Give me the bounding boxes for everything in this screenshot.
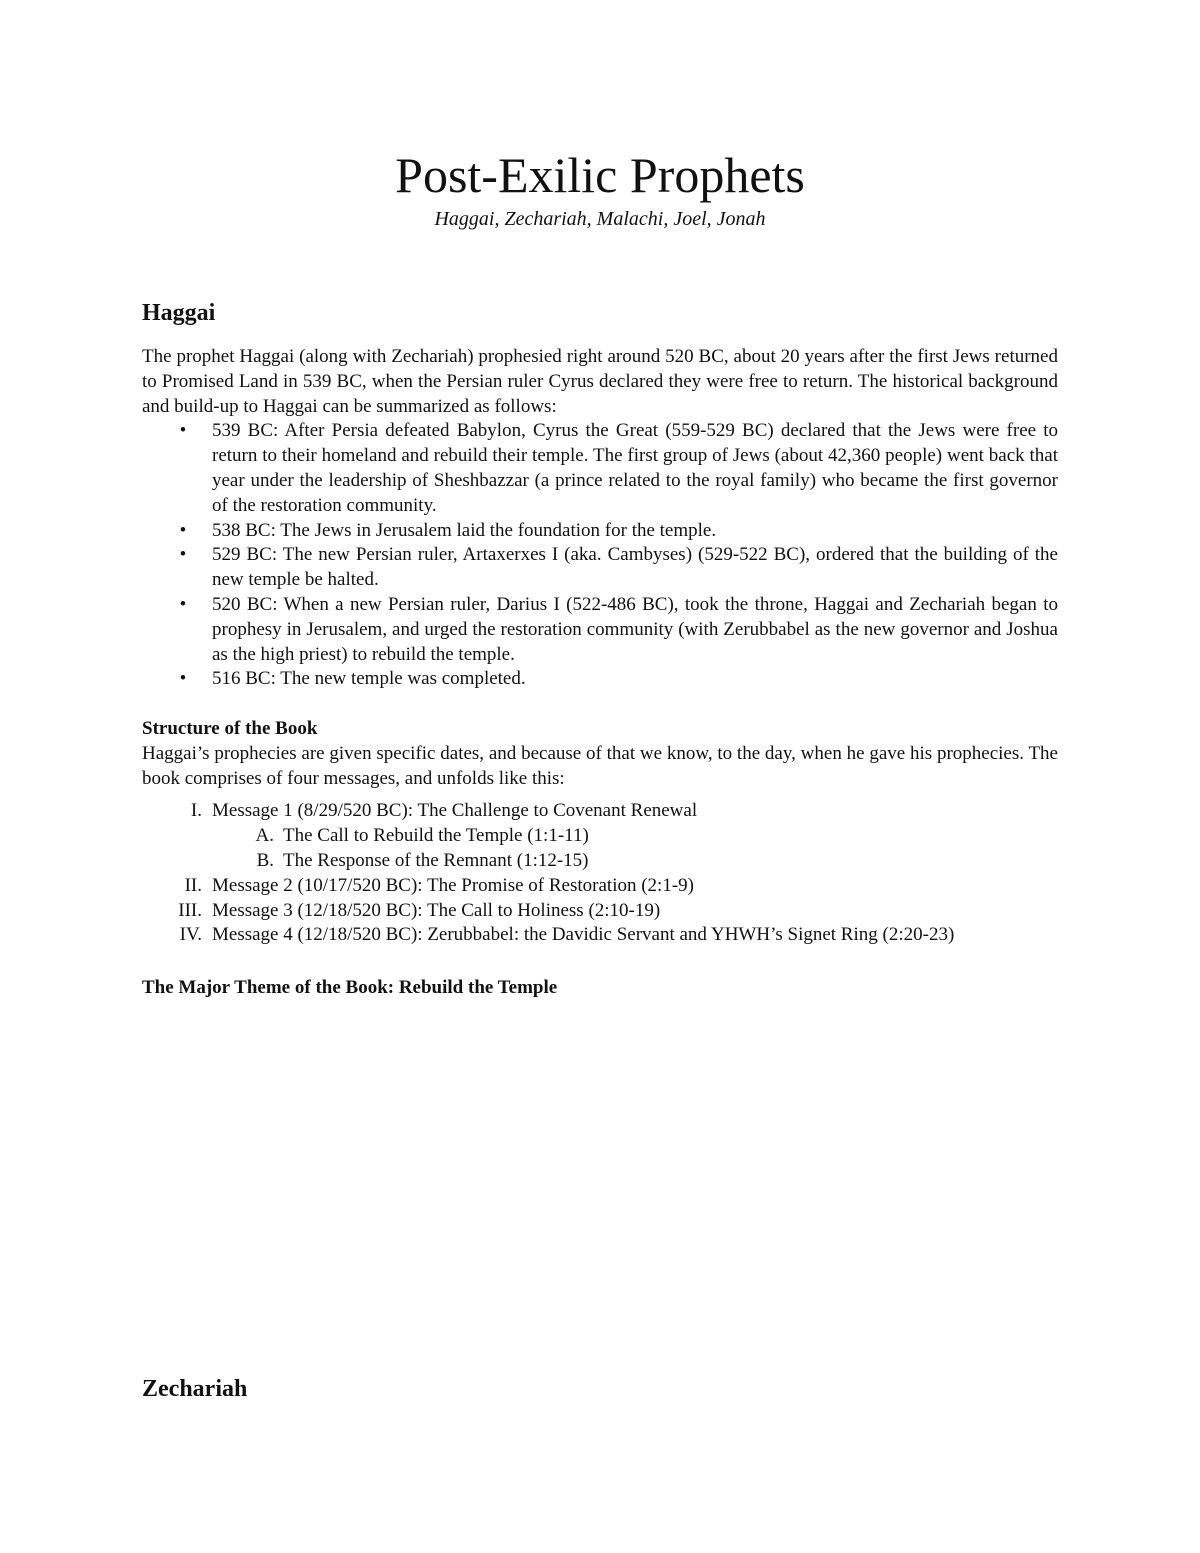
outline-number: IV.	[179, 924, 202, 946]
list-item-text: 520 BC: When a new Persian ruler, Darius I (522-486 BC), took the throne, Haggai and Zechariah began to prophesy in Jerusalem, and urged the restoration community (with Zerubbabel as the new governor and Joshua as the high priest) to rebuild the temple.	[212, 593, 1058, 665]
outline-subitem	[142, 824, 1058, 849]
historical-background-list	[142, 419, 1058, 692]
outline-number: A.	[255, 825, 274, 847]
book-outline	[142, 799, 1058, 948]
list-item-text: 516 BC: The new temple was completed.	[212, 668, 526, 690]
outline-text: Message 2 (10/17/520 BC): The Promise of Restoration (2:1-9)	[212, 874, 694, 896]
bullet-icon: •	[179, 420, 187, 442]
outline-number: I.	[190, 800, 202, 822]
outline-subitem	[142, 849, 1058, 874]
outline-text: Message 3 (12/18/520 BC): The Call to Holiness (2:10-19)	[212, 899, 661, 921]
section-heading-haggai: Haggai	[142, 300, 216, 326]
haggai-intro-paragraph: The prophet Haggai (along with Zechariah) prophesied right around 520 BC, about 20 years after the first Jews returned to Promised Land in 539 BC, when the Persian ruler Cyrus declared they were free to return. The historical background and build-up to Haggai can be summarized as follows:	[142, 346, 1058, 417]
outline-number: III.	[178, 899, 202, 921]
list-item	[142, 667, 1058, 692]
list-item	[142, 543, 1058, 593]
list-item-text: 539 BC: After Persia defeated Babylon, Cyrus the Great (559-529 BC) declared that the Jews were free to return to their homeland and rebuild their temple. The first group of Jews (about 42,360 people) went back that year under the leadership of Sheshbazzar (a prince related to the royal family) who became the first governor of the restoration community.	[212, 420, 1058, 516]
list-item-text: 529 BC: The new Persian ruler, Artaxerxes I (aka. Cambyses) (529-522 BC), ordered that the building of the new temple be halted.	[212, 544, 1058, 591]
outline-text: The Call to Rebuild the Temple (1:1-11)	[283, 825, 589, 847]
list-item	[142, 519, 1058, 544]
structure-section	[142, 717, 1058, 948]
document-title: Post-Exilic Prophets	[395, 147, 805, 203]
outline-number: II.	[184, 874, 202, 896]
haggai-body	[142, 345, 1058, 692]
structure-paragraph: Haggai’s prophecies are given specific dates, and because of that we know, to the day, when he gave his prophecies. The book comprises of four messages, and unfolds like this:	[142, 742, 1058, 789]
outline-item	[142, 923, 1058, 948]
bullet-icon: •	[179, 544, 187, 566]
section-heading-zechariah: Zechariah	[142, 1376, 248, 1402]
outline-text: Message 1 (8/29/520 BC): The Challenge to Covenant Renewal	[212, 800, 698, 822]
outline-item	[142, 799, 1058, 824]
outline-text: The Response of the Remnant (1:12-15)	[283, 849, 589, 871]
bullet-icon: •	[179, 593, 187, 615]
outline-text: Message 4 (12/18/520 BC): Zerubbabel: the Davidic Servant and YHWH’s Signet Ring (2:20-23)	[212, 924, 955, 946]
outline-item	[142, 874, 1058, 899]
structure-heading: Structure of the Book	[142, 718, 318, 739]
major-theme-section	[142, 976, 1058, 1001]
bullet-icon: •	[179, 668, 187, 690]
list-item	[142, 593, 1058, 667]
outline-number: B.	[256, 849, 274, 871]
major-theme-heading: The Major Theme of the Book: Rebuild the Temple	[142, 977, 558, 998]
list-item	[142, 419, 1058, 518]
bullet-icon: •	[179, 519, 187, 541]
outline-item	[142, 899, 1058, 924]
list-item-text: 538 BC: The Jews in Jerusalem laid the foundation for the temple.	[212, 519, 717, 541]
document-subtitle: Haggai, Zechariah, Malachi, Joel, Jonah	[434, 208, 766, 230]
